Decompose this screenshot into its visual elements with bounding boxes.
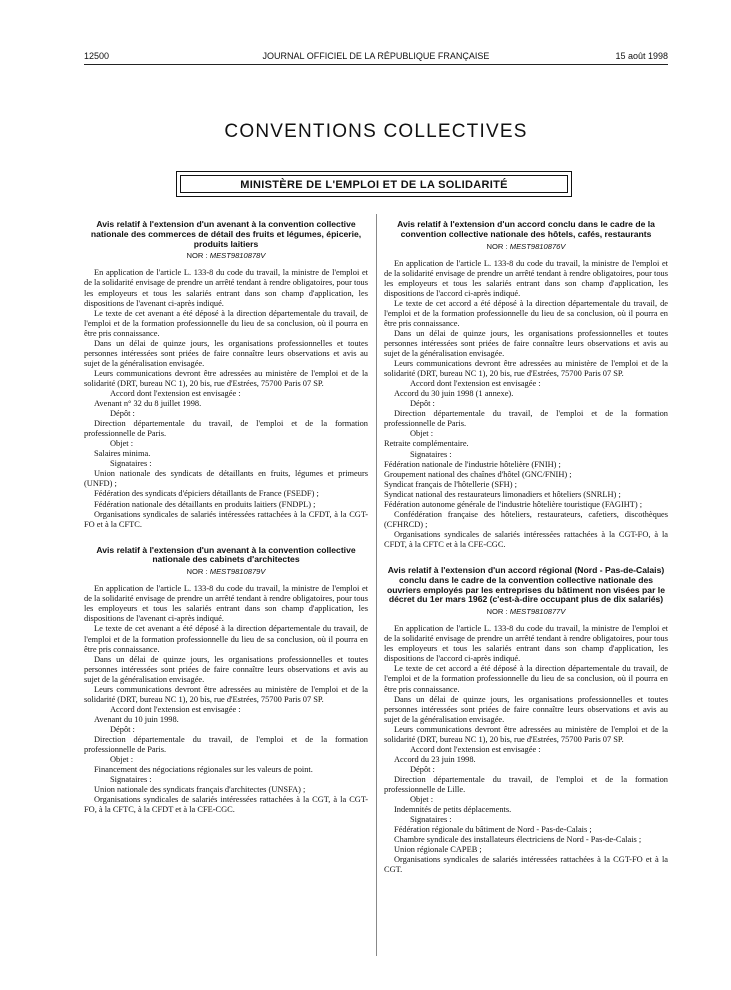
objet: Financement des négociations régionales sur les valeurs de point. [94,765,313,775]
objet: Retraite complémentaire. [384,439,469,449]
paragraph: En application de l'article L. 133-8 du code du travail, la ministre de l'emploi et de la solidarité envisage de prendre un arrêté tendant à rendre obligatoires, pour tous les employeurs et tous les salariés entrant dans son champ d'application, les dispositions de l'avenant ci-après indiqué. [84,584,368,624]
paragraph: Dans un délai de quinze jours, les organisations professionnelles et toutes personnes intéressées sont priées de faire connaître leurs observations et avis au sujet de la généralisation envisagée. [84,338,368,368]
signatory: Syndicat national des restaurateurs limonadiers et hôteliers (SNRLH) ; [384,489,621,499]
paragraph: Leurs communications devront être adressées au ministère de l'emploi et de la solidarité (DRT, bureau NC 1), 20 bis, rue d'Estrées, 75700 Paris 07 SP. [384,359,668,379]
depot-label: Dépôt : [410,764,435,774]
nor-code: MEST9810878V [209,251,266,261]
paragraph: Le texte de cet accord a été déposé à la direction départementale du travail, de l'emploi et de la formation professionnelle du lieu de sa conclusion, où il pourra en être pris connaissance. [384,298,668,328]
nor-code: MEST9810877V [509,607,566,617]
depot-label: Dépôt : [110,724,135,734]
objet: Salaires minima. [94,449,151,459]
signatory: Union nationale des syndicats français d'architectes (UNSFA) ; [94,785,306,795]
article-cabinets-architectes [84,546,368,816]
signataires-label: Signataires : [110,775,152,785]
signatory: Organisations syndicales de salariés intéressées rattachées à la CGT-FO et à la CGT. [384,855,668,875]
agreement-label: Accord dont l'extension est envisagée : [110,389,241,398]
article-fruits-legumes [84,220,368,530]
article-title: Avis relatif à l'extension d'un accord régional (Nord - Pas-de-Calais) conclu dans le cadre de la convention collective nationale des ouvriers employés par les entreprises du bâtiment non visées par le décret du 1er mars 1962 (c'est-à-dire occupant plus de dix salariés) [387,565,665,605]
signataires-label: Signataires : [410,815,452,825]
signataires-label: Signataires : [410,449,452,459]
nor-reference [384,607,668,617]
nor-label: NOR : [186,567,208,577]
agreement: Avenant du 10 juin 1998. [94,714,179,724]
article-title: Avis relatif à l'extension d'un avenant à la convention collective nationale des commerces de détail des fruits et légumes, épicerie, produits laitiers [90,219,362,249]
article-title: Avis relatif à l'extension d'un avenant à la convention collective nationale des cabinets d'architectes [96,544,356,565]
journal-title: JOURNAL OFFICIEL DE LA RÉPUBLIQUE FRANÇAISE [262,51,490,61]
signatory: Fédération nationale des détaillants en produits laitiers (FNDPL) ; [94,499,316,509]
nor-label: NOR : [486,607,508,617]
agreement-label: Accord dont l'extension est envisagée : [110,704,241,714]
header-rule [84,64,668,65]
article-hotels-cafes-restaurants [384,220,668,550]
left-column [84,220,368,815]
agreement-label: Accord dont l'extension est envisagée : [410,744,541,754]
signatory: Organisations syndicales de salariés intéressées rattachées à la CGT, à la CGT-FO, à la CFTC, à la CFDT et à la CFE-CGC. [84,795,368,815]
signatory: Union nationale des syndicats de détaillants en fruits, légumes et primeurs (UNFD) ; [84,469,368,489]
agreement: Avenant n° 32 du 8 juillet 1998. [94,399,202,409]
objet-label: Objet : [410,429,434,439]
nor-code: MEST9810879V [209,567,266,577]
paragraph: Le texte de cet avenant a été déposé à la direction départementale du travail, de l'emploi et de la formation professionnelle du lieu de sa conclusion, où il pourra en être pris connaissance. [84,308,368,338]
paragraph: Le texte de cet avenant a été déposé à la direction départementale du travail, de l'emploi et de la formation professionnelle du lieu de sa conclusion, où il pourra en être pris connaissance. [84,624,368,654]
signatory: Union régionale CAPEB ; [394,845,482,855]
nor-reference [84,251,368,261]
signatory: Fédération des syndicats d'épiciers détaillants de France (FSEDF) ; [94,489,319,499]
depot: Direction départementale du travail, de l'emploi et de la formation professionnelle de Lille. [384,774,668,794]
right-column [384,220,668,875]
signataires-label: Signataires : [110,459,152,469]
agreement: Accord du 30 juin 1998 (1 annexe). [394,389,514,399]
paragraph: Leurs communications devront être adressées au ministère de l'emploi et de la solidarité (DRT, bureau NC 1), 20 bis, rue d'Estrées, 75700 Paris 07 SP. [84,684,368,704]
nor-code: MEST9810876V [509,241,566,251]
ministry-name: MINISTÈRE DE L'EMPLOI ET DE LA SOLIDARITÉ [180,175,568,193]
section-title: CONVENTIONS COLLECTIVES [224,121,528,142]
depot: Direction départementale du travail, de l'emploi et de la formation professionnelle de Paris. [384,409,668,429]
signatory: Syndicat français de l'hôtellerie (SFH) ; [384,479,517,489]
nor-reference [84,567,368,577]
paragraph: Dans un délai de quinze jours, les organisations professionnelles et toutes personnes intéressées sont priées de faire connaître leurs observations et avis au sujet de la généralisation envisagée. [384,328,668,359]
paragraph: Leurs communications devront être adressées au ministère de l'emploi et de la solidarité (DRT, bureau NC 1), 20 bis, rue d'Estrées, 75700 Paris 07 SP. [384,724,668,744]
column-divider [376,214,377,956]
nor-label: NOR : [186,251,208,261]
signatory: Organisations syndicales de salariés intéressées rattachées à la CGT-FO, à la CFDT, à la CFTC et à la CFE-CGC. [384,529,668,549]
depot-label: Dépôt : [410,399,435,409]
signatory: Groupement national des chaînes d'hôtel (GNC/FNIH) ; [384,469,572,479]
article-batiment-nord-pas-de-calais [384,566,668,875]
nor-reference [384,242,668,252]
signatory: Fédération autonome générale de l'industrie hôtelière touristique (FAGIHT) ; [384,499,643,509]
signatory: Fédération régionale du bâtiment de Nord - Pas-de-Calais ; [394,825,592,835]
paragraph: En application de l'article L. 133-8 du code du travail, la ministre de l'emploi et de la solidarité envisage de prendre un arrêté tendant à rendre obligatoires, pour tous les employeurs et tous les salariés entrant dans son champ d'application, les dispositions de l'avenant ci-après indiqué. [84,268,368,308]
signatory: Organisations syndicales de salariés intéressées rattachées à la CFDT, à la CGT-FO et à la CFTC. [84,509,368,529]
paragraph: Dans un délai de quinze jours, les organisations professionnelles et toutes personnes intéressées sont priées de faire connaître leurs observations et avis au sujet de la généralisation envisagée. [84,654,368,684]
article-title: Avis relatif à l'extension d'un accord conclu dans le cadre de la convention collective nationale des hôtels, cafés, restaurants [397,219,655,239]
signatory: Fédération nationale de l'industrie hôtelière (FNIH) ; [384,459,561,469]
signatory: Confédération française des hôteliers, restaurateurs, cafetiers, discothèques (CFHRCD) ; [384,509,668,529]
page-number: 12500 [84,51,110,61]
objet-label: Objet : [110,439,134,449]
agreement-label: Accord dont l'extension est envisagée : [410,379,541,389]
paragraph: Dans un délai de quinze jours, les organisations professionnelles et toutes personnes intéressées sont priées de faire connaître leurs observations et avis au sujet de la généralisation envisagée. [384,694,668,724]
depot-label: Dépôt : [110,409,135,419]
paragraph: Le texte de cet accord a été déposé à la direction départementale du travail, de l'emploi et de la formation professionnelle du lieu de sa conclusion, où il pourra en être pris connaissance. [384,664,668,694]
agreement: Accord du 23 juin 1998. [394,754,476,764]
ministry-box [176,171,572,197]
paragraph: En application de l'article L. 133-8 du code du travail, la ministre de l'emploi et de la solidarité envisage de prendre un arrêté tendant à rendre obligatoires, pour tous les employeurs et tous les salariés entrant dans son champ d'application, les dispositions de l'accord ci-après indiqué. [384,258,668,298]
paragraph: En application de l'article L. 133-8 du code du travail, la ministre de l'emploi et de la solidarité envisage de prendre un arrêté tendant à rendre obligatoires, pour tous les employeurs et tous les salariés entrant dans son champ d'application, les dispositions de l'accord ci-après indiqué. [384,624,668,664]
depot: Direction départementale du travail, de l'emploi et de la formation professionnelle de Paris. [84,419,368,439]
objet-label: Objet : [110,755,134,765]
signatory: Chambre syndicale des installateurs électriciens de Nord - Pas-de-Calais ; [394,835,642,845]
depot: Direction départementale du travail, de l'emploi et de la formation professionnelle de Paris. [84,735,368,755]
objet-label: Objet : [410,795,434,805]
issue-date: 15 août 1998 [615,51,668,61]
paragraph: Leurs communications devront être adressées au ministère de l'emploi et de la solidarité (DRT, bureau NC 1), 20 bis, rue d'Estrées, 75700 Paris 07 SP. [84,368,368,388]
nor-label: NOR : [486,241,508,251]
objet: Indemnités de petits déplacements. [394,805,512,815]
